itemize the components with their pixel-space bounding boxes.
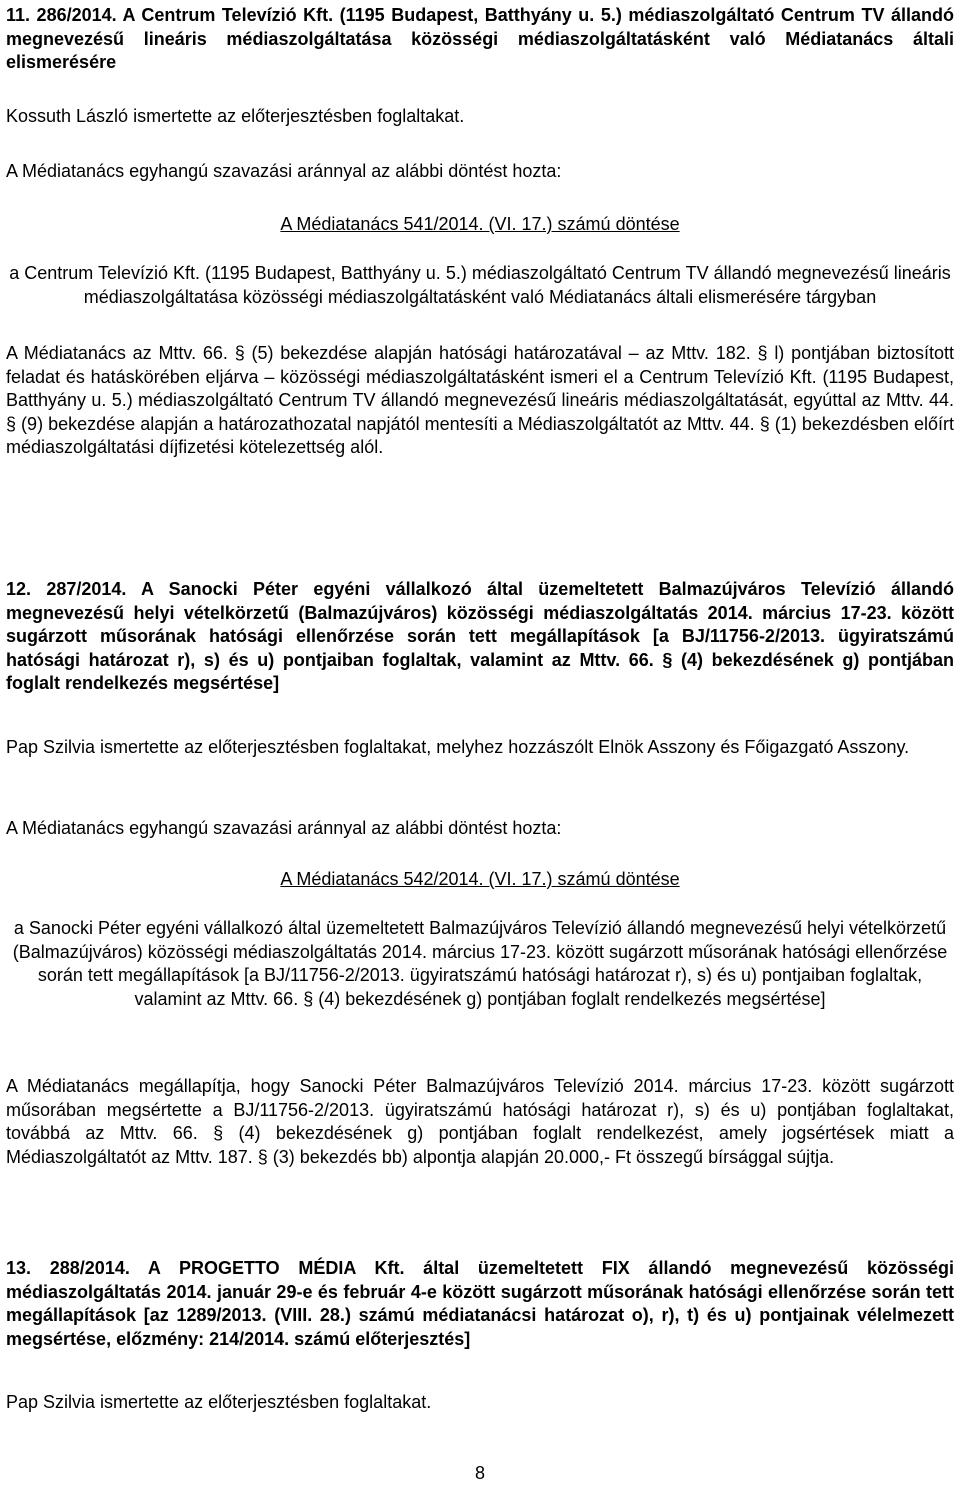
- item-12-heading: 12. 287/2014. A Sanocki Péter egyéni vállalkozó által üzemeltetett Balmazújváros Televízió állandó megnevezésű helyi vételkörzetű (Balmazújváros) közösségi médiaszolgáltatás 2014. március 17-23. között sugárzott műsorának hatósági ellenőrzése során tett megállapítások [a BJ/11756-2/2013. ügyiratszámú hatósági határozat r), s) és u) pontjaiban foglaltak, valamint az Mttv. 66. § (4) bekezdésének g) pontjában foglalt rendelkezés megsértése]: [6, 579, 954, 693]
- item-11-decision-body: A Médiatanács az Mttv. 66. § (5) bekezdése alapján hatósági határozatával – az Mttv. 182. § l) pontjában biztosított feladat és hatáskörében eljárva – közösségi médiaszolgáltatásként ismeri el a Centrum Televízió Kft. (1195 Budapest, Batthyány u. 5.) médiaszolgáltató Centrum TV állandó megnevezésű lineáris médiaszolgáltatását, egyúttal az Mttv. 44. § (9) bekezdése alapján a határozathozatal napjától mentesíti a Médiaszolgáltatót az Mttv. 44. § (1) bekezdésben előírt médiaszolgáltatási díjfizetési kötelezettség alól.: [6, 343, 954, 457]
- item-12-decision-subject: a Sanocki Péter egyéni vállalkozó által üzemeltetett Balmazújváros Televízió állandó megnevezésű helyi vételkörzetű (Balmazújváros) közösségi médiaszolgáltatás 2014. március 17-23. között sugárzott műsorának hatósági ellenőrzése során tett megállapítások [a BJ/11756-2/2013. ügyiratszámú hatósági határozat r), s) és u) pontjaiban foglaltak, valamint az Mttv. 66. § (4) bekezdésének g) pontjában foglalt rendelkezés megsértése]: [12, 918, 948, 1009]
- item-11-decision-subject: a Centrum Televízió Kft. (1195 Budapest, Batthyány u. 5.) médiaszolgáltató Centrum TV állandó megnevezésű lineáris médiaszolgáltatása közösségi médiaszolgáltatásként való Médiatanács általi elismerésére tárgyban: [9, 263, 951, 307]
- item-11-vote: A Médiatanács egyhangú szavazási aránnyal az alábbi döntést hozta:: [6, 161, 562, 181]
- page-number: 8: [474, 1463, 485, 1483]
- item-11-heading: 11. 286/2014. A Centrum Televízió Kft. (1195 Budapest, Batthyány u. 5.) médiaszolgáltató Centrum TV állandó megnevezésű lineáris médiaszolgáltatása közösségi médiaszolgáltatásként való Médiatanács általi elismerésére: [6, 5, 954, 72]
- item-12-decision-title: A Médiatanács 542/2014. (VI. 17.) számú döntése: [280, 869, 680, 889]
- item-11-presenter: Kossuth László ismertette az előterjesztésben foglaltakat.: [6, 106, 465, 126]
- item-13-heading: 13. 288/2014. A PROGETTO MÉDIA Kft. által üzemeltetett FIX állandó megnevezésű közösségi médiaszolgáltatás 2014. január 29-e és február 4-e között sugárzott műsorának hatósági ellenőrzése során tett megállapítások [az 1289/2013. (VIII. 28.) számú médiatanácsi határozat o), r), t) és u) pontjainak vélelmezett megsértése, előzmény: 214/2014. számú előterjesztés]: [6, 1258, 954, 1349]
- item-12-vote: A Médiatanács egyhangú szavazási aránnyal az alábbi döntést hozta:: [6, 818, 562, 838]
- item-12-decision-body: A Médiatanács megállapítja, hogy Sanocki Péter Balmazújváros Televízió 2014. március 17-23. között sugárzott műsorában megsértette a BJ/11756-2/2013. ügyiratszámú hatósági határozat r), s) és u) pontjában foglaltakat, továbbá az Mttv. 66. § (4) bekezdésének g) pontjában foglalt rendelkezést, amely jogsértések miatt a Médiaszolgáltatót az Mttv. 187. § (3) bekezdés bb) alpontja alapján 20.000,- Ft összegű bírsággal sújtja.: [6, 1076, 954, 1167]
- item-12-presenter: Pap Szilvia ismertette az előterjesztésben foglaltakat, melyhez hozzászólt Elnök Asszony és Főigazgató Asszony.: [6, 737, 910, 757]
- item-13-presenter: Pap Szilvia ismertette az előterjesztésben foglaltakat.: [6, 1392, 432, 1412]
- item-11-decision-title: A Médiatanács 541/2014. (VI. 17.) számú döntése: [280, 214, 680, 234]
